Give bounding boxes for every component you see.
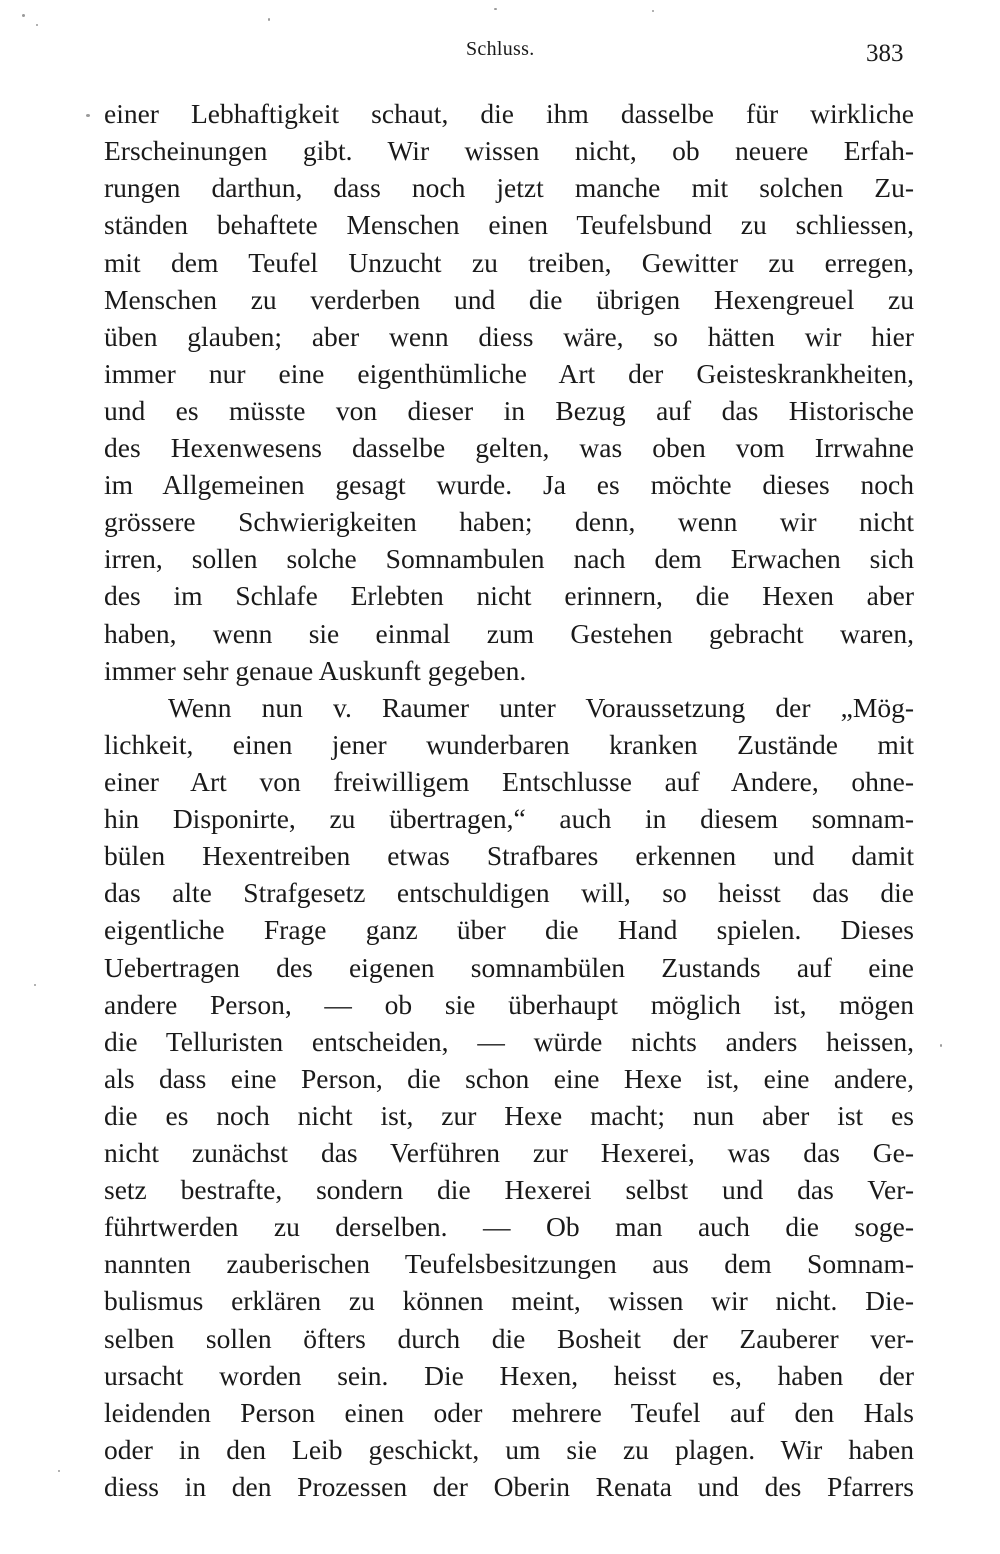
- scan-speck: [86, 114, 90, 117]
- running-title: Schluss.: [466, 38, 535, 60]
- scan-speck: [940, 1044, 942, 1047]
- scan-speck: [58, 1470, 60, 1472]
- text-line: einer Art von freiwilligem Entschlusse auf Andere, ohne-: [104, 766, 914, 797]
- scan-speck: [494, 8, 497, 10]
- text-line: und es müsste von dieser in Bezug auf das Historische: [104, 395, 914, 426]
- text-line: die es noch nicht ist, zur Hexe macht; nun aber ist es: [104, 1100, 914, 1131]
- text-line: eigentliche Frage ganz über die Hand spielen. Dieses: [104, 914, 914, 945]
- text-line: nicht zunächst das Verführen zur Hexerei, was das Ge-: [104, 1137, 914, 1168]
- text-line: des Hexenwesens dasselbe gelten, was oben vom Irrwahne: [104, 432, 914, 463]
- text-line: immer sehr genaue Auskunft gegeben.: [104, 655, 527, 686]
- text-line: ursacht worden sein. Die Hexen, heisst es, haben der: [104, 1360, 914, 1391]
- text-line: einer Lebhaftigkeit schaut, die ihm dasselbe für wirkliche: [104, 98, 914, 129]
- scan-speck: [268, 18, 270, 21]
- scan-speck: [22, 14, 25, 17]
- text-line: hin Disponirte, zu übertragen,“ auch in diesem somnam-: [104, 803, 914, 834]
- text-line: im Allgemeinen gesagt wurde. Ja es möchte dieses noch: [104, 469, 914, 500]
- text-line: üben glauben; aber wenn diess wäre, so hätten wir hier: [104, 321, 914, 352]
- text-line: das alte Strafgesetz entschuldigen will, so heisst das die: [104, 877, 914, 908]
- text-line: führtwerden zu derselben. — Ob man auch die soge-: [104, 1211, 914, 1242]
- text-line: rungen darthun, dass noch jetzt manche mit solchen Zu-: [104, 172, 914, 203]
- text-line: ständen behaftete Menschen einen Teufelsbund zu schliessen,: [104, 209, 914, 240]
- text-line: irren, sollen solche Somnambulen nach dem Erwachen sich: [104, 543, 914, 574]
- text-line: diess in den Prozessen der Oberin Renata und des Pfarrers: [104, 1471, 914, 1502]
- text-line: mit dem Teufel Unzucht zu treiben, Gewitter zu erregen,: [104, 247, 914, 278]
- text-line: bulismus erklären zu können meint, wissen wir nicht. Die-: [104, 1285, 914, 1316]
- text-line: des im Schlafe Erlebten nicht erinnern, die Hexen aber: [104, 580, 914, 611]
- scan-speck: [652, 10, 654, 12]
- text-line: lichkeit, einen jener wunderbaren kranken Zustände mit: [104, 729, 914, 760]
- text-line: nannten zauberischen Teufelsbesitzungen aus dem Somnam-: [104, 1248, 914, 1279]
- text-line: andere Person, — ob sie überhaupt möglich ist, mögen: [104, 989, 914, 1020]
- text-line: immer nur eine eigenthümliche Art der Geisteskrankheiten,: [104, 358, 914, 389]
- text-line: Menschen zu verderben und die übrigen Hexengreuel zu: [104, 284, 914, 315]
- page-number: 383: [866, 40, 904, 67]
- text-line: haben, wenn sie einmal zum Gestehen gebracht waren,: [104, 618, 914, 649]
- text-line: oder in den Leib geschickt, um sie zu plagen. Wir haben: [104, 1434, 914, 1465]
- text-line: selben sollen öfters durch die Bosheit der Zauberer ver-: [104, 1323, 914, 1354]
- text-line: leidenden Person einen oder mehrere Teufel auf den Hals: [104, 1397, 914, 1428]
- text-line: setz bestrafte, sondern die Hexerei selbst und das Ver-: [104, 1174, 914, 1205]
- text-line: Erscheinungen gibt. Wir wissen nicht, ob neuere Erfah-: [104, 135, 914, 166]
- text-line: Uebertragen des eigenen somnambülen Zustands auf eine: [104, 952, 914, 983]
- scan-speck: [34, 984, 36, 986]
- running-head: [0, 38, 1000, 68]
- text-line: grössere Schwierigkeiten haben; denn, wenn wir nicht: [104, 506, 914, 537]
- paragraph-start-line: Wenn nun v. Raumer unter Voraussetzung der „Mög-: [168, 692, 914, 723]
- scan-speck: [36, 24, 38, 26]
- text-line: bülen Hexentreiben etwas Strafbares erkennen und damit: [104, 840, 914, 871]
- text-line: die Telluristen entscheiden, — würde nichts anders heissen,: [104, 1026, 914, 1057]
- text-line: als dass eine Person, die schon eine Hexe ist, eine andere,: [104, 1063, 914, 1094]
